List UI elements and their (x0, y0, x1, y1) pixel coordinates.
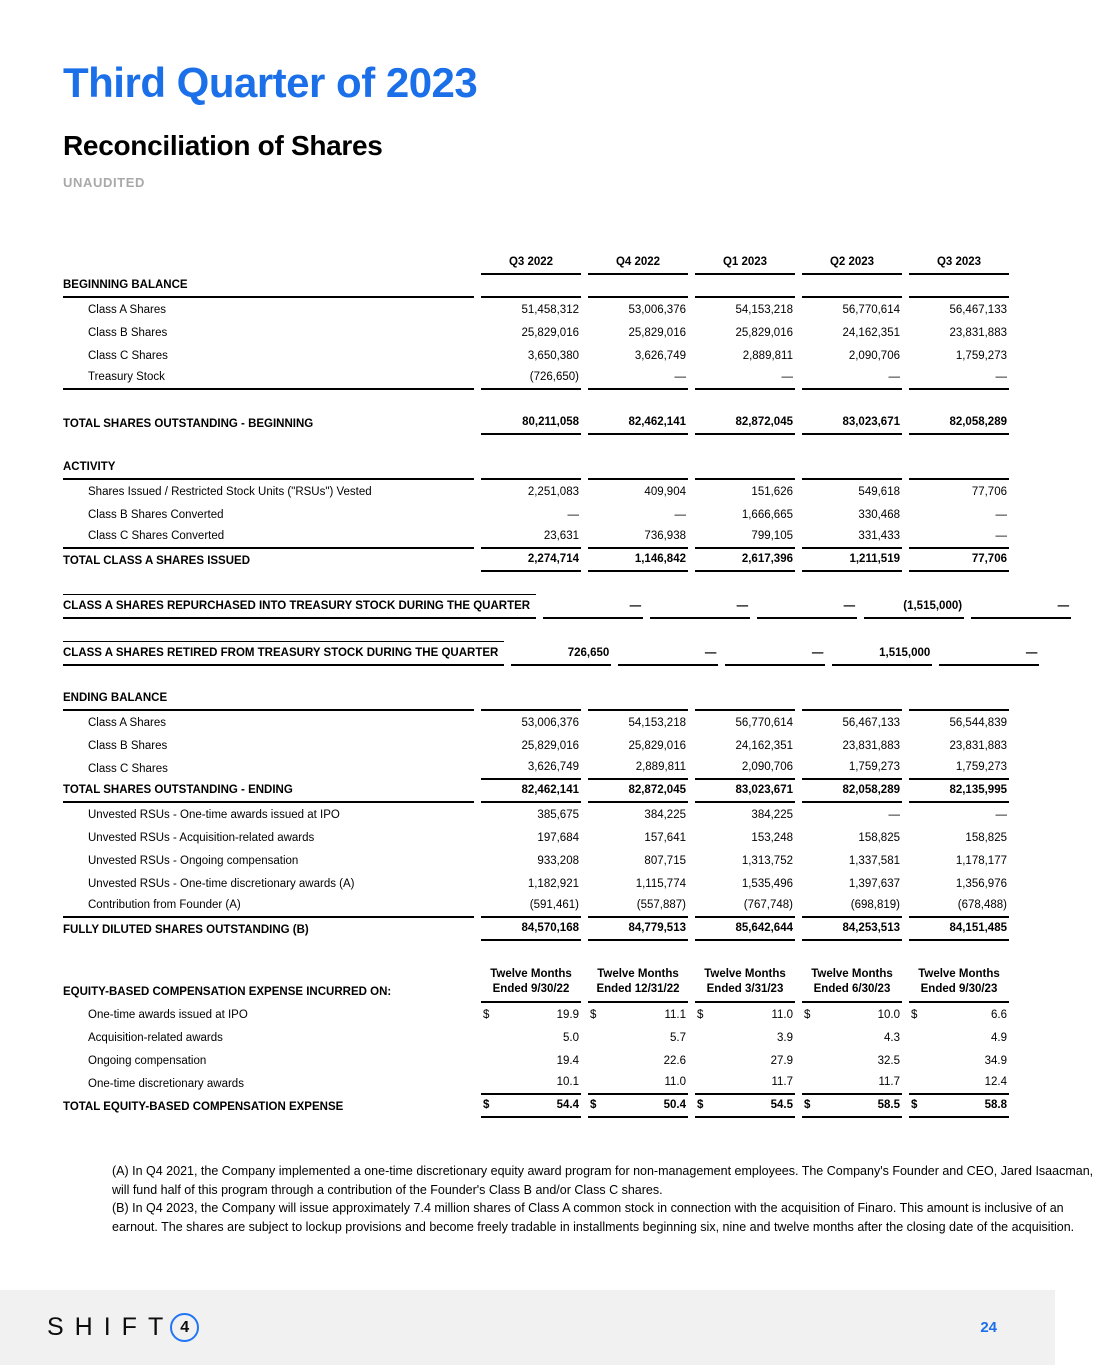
cell-value: 25,829,016 (628, 327, 686, 339)
cell-value: 1,182,921 (527, 878, 579, 890)
cell-value: 25,829,016 (521, 740, 579, 752)
cell-value: 1,115,774 (635, 878, 686, 890)
cell-value: 19.4 (556, 1055, 579, 1067)
comp-header-line1: Twelve Months (811, 968, 893, 980)
comp-header-line2: Ended 6/30/23 (813, 983, 891, 995)
cell-value: 34.9 (984, 1055, 1007, 1067)
cell-value (909, 705, 1009, 711)
cell-value: 1,535,496 (741, 878, 793, 890)
table-row (63, 503, 1009, 526)
cell-value: 2,617,396 (695, 552, 795, 572)
doc-header (0, 0, 1055, 190)
cell-number: 6.6 (991, 1009, 1007, 1021)
cell-value: 5.0 (563, 1032, 579, 1044)
cell-value: 56,770,614 (735, 717, 793, 729)
table-row (63, 321, 1009, 344)
cell-value (588, 292, 688, 298)
cell-value: 11.0 (588, 1075, 688, 1095)
table-row (63, 275, 1009, 298)
row-label: Class C Shares (88, 763, 168, 775)
cell-value: 331,433 (802, 529, 902, 549)
row-label: CLASS A SHARES REPURCHASED INTO TREASURY STOCK DURING THE QUARTER (63, 594, 536, 619)
cell-value: (698,819) (802, 898, 902, 918)
cell-value: 56,770,614 (842, 304, 900, 316)
cell-value (588, 474, 688, 480)
cell-value: — (567, 509, 579, 521)
dollar-sign: $ (804, 1009, 811, 1021)
cell-value: (1,515,000) (864, 599, 964, 619)
cell-value: 12.4 (909, 1075, 1009, 1095)
cell-number: 11.0 (771, 1009, 793, 1021)
cell-value: 23,631 (481, 529, 581, 549)
column-header: Q3 2023 (909, 255, 1009, 275)
cell-value: 2,889,811 (588, 760, 688, 780)
cell-value: 23,831,883 (842, 740, 900, 752)
page-footer (0, 1290, 1055, 1365)
cell-value: 82,462,141 (481, 783, 581, 803)
cell-value: 82,135,995 (909, 783, 1009, 803)
cell-value (695, 1098, 795, 1118)
table-row (63, 457, 1009, 480)
cell-value (481, 292, 581, 298)
cell-value: 158,825 (965, 832, 1007, 844)
cell-value: 53,006,376 (521, 717, 579, 729)
cell-value (909, 292, 1009, 298)
dollar-sign: $ (590, 1009, 597, 1021)
cell-value: 2,090,706 (848, 350, 900, 362)
cell-value: 25,829,016 (628, 740, 686, 752)
dollar-sign: $ (911, 1009, 918, 1021)
cell-value (481, 1008, 581, 1026)
row-label: Unvested RSUs - Ongoing compensation (88, 855, 299, 867)
table-row (63, 849, 1009, 872)
row-label: Unvested RSUs - One-time awards issued at IPO (88, 809, 340, 821)
table-row (63, 872, 1009, 895)
row-label: Acquisition-related awards (88, 1032, 223, 1044)
table-row (63, 1072, 1009, 1095)
cell-value: 85,642,644 (695, 921, 795, 941)
cell-value: — (757, 599, 857, 619)
cell-value: 549,618 (858, 486, 900, 498)
cell-value (695, 705, 795, 711)
footnote-a: (A) In Q4 2021, the Company implemented a one-time discretionary equity award program for non-management employees. The Company's Founder and CEO, Jared Isaacman, will fund half of this program through a contribution of the Founder's Class B and/or Class C shares. (112, 1164, 1094, 1197)
cell-value: 82,872,045 (588, 783, 688, 803)
cell-number: 58.5 (877, 1099, 900, 1111)
cell-value (695, 1008, 795, 1026)
table-row (63, 1095, 1009, 1118)
cell-value: 77,706 (909, 552, 1009, 572)
cell-value: — (909, 529, 1009, 549)
comp-column-header (695, 967, 795, 1003)
cell-value: 1,146,842 (588, 552, 688, 572)
cell-value: 56,467,133 (842, 717, 900, 729)
row-label: TOTAL SHARES OUTSTANDING - ENDING (63, 783, 474, 803)
shift4-logo-text: SHIFT (47, 1313, 175, 1341)
cell-value: 84,253,513 (802, 921, 902, 941)
comp-table-title: EQUITY-BASED COMPENSATION EXPENSE INCURRED ON: (63, 986, 392, 998)
cell-value (481, 474, 581, 480)
table-row (63, 412, 1009, 435)
cell-value: 82,462,141 (588, 415, 688, 435)
row-label: Treasury Stock (63, 370, 474, 390)
table-row (63, 711, 1009, 734)
row-label: Class B Shares (88, 327, 168, 339)
row-label: Class B Shares Converted (88, 509, 224, 521)
cell-value (909, 474, 1009, 480)
cell-value (909, 1098, 1009, 1118)
cell-value (588, 1098, 688, 1118)
row-label: CLASS A SHARES RETIRED FROM TREASURY STOCK DURING THE QUARTER (63, 641, 504, 666)
cell-value: 83,023,671 (802, 415, 902, 435)
cell-value: 77,706 (971, 486, 1007, 498)
column-header: Q3 2022 (481, 255, 581, 275)
table-row (63, 1003, 1009, 1026)
cell-value: 22.6 (663, 1055, 686, 1067)
cell-value: 23,831,883 (949, 740, 1007, 752)
cell-value: 56,544,839 (949, 717, 1007, 729)
cell-value: — (802, 370, 902, 390)
comp-header-line1: Twelve Months (490, 968, 572, 980)
table-row (63, 918, 1009, 941)
cell-value: — (725, 646, 825, 666)
cell-value: 153,248 (751, 832, 793, 844)
shares-reconciliation-table (63, 252, 1070, 941)
row-label: TOTAL EQUITY-BASED COMPENSATION EXPENSE (63, 1101, 344, 1113)
row-label: Class B Shares (88, 740, 168, 752)
cell-value: 3,626,749 (481, 760, 581, 780)
row-label: Class A Shares (88, 717, 166, 729)
cell-value: 2,889,811 (742, 350, 793, 362)
cell-value: 384,225 (644, 809, 686, 821)
column-header: Q2 2023 (802, 255, 902, 275)
cell-value: 1,759,273 (955, 350, 1007, 362)
cell-value: 82,058,289 (802, 783, 902, 803)
column-header: Q1 2023 (695, 255, 795, 275)
cell-value: 82,872,045 (695, 415, 795, 435)
cell-value: 27.9 (770, 1055, 793, 1067)
cell-value: 53,006,376 (628, 304, 686, 316)
comp-header-line2: Ended 9/30/22 (492, 983, 570, 995)
cell-value: 83,023,671 (695, 783, 795, 803)
row-label: TOTAL CLASS A SHARES ISSUED (63, 555, 251, 567)
cell-value: 1,337,581 (848, 855, 900, 867)
cell-value: 25,829,016 (735, 327, 793, 339)
row-label: Unvested RSUs - One-time discretionary awards (A) (88, 878, 355, 890)
cell-value: 5.7 (670, 1032, 686, 1044)
cell-value: 51,458,312 (521, 304, 579, 316)
row-label: Class A Shares (88, 304, 166, 316)
cell-value: 197,684 (537, 832, 579, 844)
cell-value (802, 1008, 902, 1026)
page-title: Third Quarter of 2023 (63, 59, 478, 106)
cell-value: 54,153,218 (735, 304, 793, 316)
cell-value: 25,829,016 (521, 327, 579, 339)
footnotes (112, 1162, 1100, 1236)
cell-value: 1,515,000 (832, 646, 932, 666)
cell-value (588, 705, 688, 711)
table-row (63, 480, 1009, 503)
cell-value: — (695, 370, 795, 390)
cell-number: 50.4 (663, 1099, 686, 1111)
dollar-sign: $ (911, 1099, 918, 1111)
cell-value: — (995, 809, 1007, 821)
cell-value: 799,105 (695, 529, 795, 549)
comp-column-header (802, 967, 902, 1003)
cell-value: 409,904 (644, 486, 686, 498)
unaudited-label: UNAUDITED (63, 175, 145, 190)
cell-value: 4.3 (884, 1032, 900, 1044)
cell-value (802, 292, 902, 298)
cell-value: 384,225 (751, 809, 793, 821)
dollar-sign: $ (590, 1099, 597, 1111)
dollar-sign: $ (483, 1009, 490, 1021)
cell-value (695, 292, 795, 298)
page-number: 24 (980, 1319, 997, 1336)
cell-value: 1,356,976 (955, 878, 1007, 890)
cell-value: 385,675 (537, 809, 579, 821)
equity-compensation-table (63, 967, 1009, 1118)
cell-value: 3.9 (777, 1032, 793, 1044)
cell-value: 1,178,177 (955, 855, 1007, 867)
cell-value: 330,468 (858, 509, 900, 521)
cell-value (909, 1008, 1009, 1026)
row-label: Ongoing compensation (88, 1055, 207, 1067)
row-label: BEGINNING BALANCE (63, 278, 474, 298)
cell-value: 2,274,714 (481, 552, 581, 572)
row-label: One-time discretionary awards (88, 1078, 244, 1090)
table-row (63, 803, 1009, 826)
table-row (63, 826, 1009, 849)
column-header: Q4 2022 (588, 255, 688, 275)
cell-value: 24,162,351 (735, 740, 793, 752)
row-label: One-time awards issued at IPO (88, 1009, 248, 1021)
cell-value: 4.9 (991, 1032, 1007, 1044)
cell-value: 11.7 (695, 1075, 795, 1095)
cell-value: — (543, 599, 643, 619)
cell-value (481, 705, 581, 711)
cell-value: 157,641 (644, 832, 686, 844)
cell-value: 84,570,168 (481, 921, 581, 941)
row-label: Contribution from Founder (A) (63, 898, 474, 918)
cell-value: 11.7 (802, 1075, 902, 1095)
comp-header-line1: Twelve Months (704, 968, 786, 980)
cell-value: — (674, 509, 686, 521)
column-header-row (63, 252, 1009, 275)
footnote-b: (B) In Q4 2023, the Company will issue approximately 7.4 million shares of Class A common stock in connection with the acquisition of Finaro. This amount is inclusive of an earnout. The shares are subject to lockup provisions and become freely tradable in installments beginning six, nine and twelve months after the closing date of the acquisition. (112, 1201, 1075, 1234)
cell-value: 84,779,513 (588, 921, 688, 941)
row-label: Class C Shares (88, 350, 168, 362)
comp-header-line1: Twelve Months (597, 968, 679, 980)
comp-column-header (481, 967, 581, 1003)
cell-value: 726,650 (511, 646, 611, 666)
cell-value (481, 1098, 581, 1118)
comp-header-line2: Ended 9/30/23 (920, 983, 998, 995)
comp-column-header (909, 967, 1009, 1003)
comp-header-row (63, 967, 1009, 1003)
cell-value: — (650, 599, 750, 619)
cell-value (802, 705, 902, 711)
cell-value: 158,825 (858, 832, 900, 844)
row-label: FULLY DILUTED SHARES OUTSTANDING (B) (63, 924, 309, 936)
cell-value (802, 1098, 902, 1118)
cell-value (802, 474, 902, 480)
table-row (63, 757, 1009, 780)
cell-value: 1,759,273 (909, 760, 1009, 780)
cell-value: 736,938 (588, 529, 688, 549)
table-row (63, 895, 1009, 918)
cell-value: 23,831,883 (949, 327, 1007, 339)
table-row (63, 780, 1009, 803)
table-row (63, 344, 1009, 367)
cell-value: 82,058,289 (909, 415, 1009, 435)
cell-value: — (888, 809, 900, 821)
cell-value: — (618, 646, 718, 666)
cell-value: 3,626,749 (634, 350, 686, 362)
cell-value: 933,208 (537, 855, 579, 867)
cell-value: — (588, 370, 688, 390)
cell-value: (678,488) (909, 898, 1009, 918)
cell-number: 54.4 (556, 1099, 579, 1111)
dollar-sign: $ (483, 1099, 490, 1111)
table-row (63, 641, 1038, 666)
cell-value: — (995, 509, 1007, 521)
table-row (63, 1049, 1009, 1072)
column-header-spacer (63, 271, 474, 275)
comp-header-line2: Ended 3/31/23 (706, 983, 784, 995)
cell-value: 2,251,083 (527, 486, 579, 498)
cell-value: 2,090,706 (695, 760, 795, 780)
table-row (63, 1026, 1009, 1049)
cell-value (695, 474, 795, 480)
row-label: ENDING BALANCE (63, 691, 474, 711)
table-row (63, 734, 1009, 757)
cell-value: (726,650) (481, 370, 581, 390)
row-label: Unvested RSUs - Acquisition-related awards (88, 832, 315, 844)
dollar-sign: $ (804, 1099, 811, 1111)
row-label: Class C Shares Converted (63, 529, 474, 549)
table-row (63, 367, 1009, 390)
row-label: Shares Issued / Restricted Stock Units ("RSUs") Vested (88, 486, 372, 498)
cell-value: 807,715 (644, 855, 686, 867)
cell-value: 1,666,665 (741, 509, 793, 521)
cell-number: 11.1 (664, 1009, 686, 1021)
cell-value: 1,759,273 (802, 760, 902, 780)
row-label: TOTAL SHARES OUTSTANDING - BEGINNING (63, 418, 314, 430)
cell-value: 80,211,058 (481, 415, 581, 435)
row-label: ACTIVITY (63, 460, 474, 480)
cell-value (588, 1008, 688, 1026)
table-row (63, 549, 1009, 572)
comp-column-header (588, 967, 688, 1003)
shift4-logo (47, 1313, 199, 1342)
cell-value: — (971, 599, 1071, 619)
table-row (63, 298, 1009, 321)
cell-value: 1,313,752 (741, 855, 793, 867)
content-area (63, 252, 1094, 1236)
cell-value: (557,887) (588, 898, 688, 918)
cell-number: 19.9 (556, 1009, 579, 1021)
cell-value: (767,748) (695, 898, 795, 918)
dollar-sign: $ (697, 1099, 704, 1111)
dollar-sign: $ (697, 1009, 704, 1021)
cell-value: 10.1 (481, 1075, 581, 1095)
cell-value: 56,467,133 (949, 304, 1007, 316)
cell-value: 84,151,485 (909, 921, 1009, 941)
cell-number: 54.5 (770, 1099, 793, 1111)
cell-value: — (909, 370, 1009, 390)
cell-value: — (939, 646, 1039, 666)
table-row (63, 526, 1009, 549)
cell-number: 58.8 (984, 1099, 1007, 1111)
cell-value: 24,162,351 (842, 327, 900, 339)
comp-header-line1: Twelve Months (918, 968, 1000, 980)
cell-value: (591,461) (481, 898, 581, 918)
cell-value: 151,626 (751, 486, 793, 498)
cell-number: 10.0 (877, 1009, 900, 1021)
page-subtitle: Reconciliation of Shares (63, 130, 383, 161)
comp-header-line2: Ended 12/31/22 (596, 983, 680, 995)
cell-value: 32.5 (877, 1055, 900, 1067)
table-row (63, 594, 1070, 619)
table-row (63, 688, 1009, 711)
shift4-logo-circle-4: 4 (170, 1313, 199, 1342)
cell-value: 1,397,637 (848, 878, 900, 890)
cell-value: 1,211,519 (802, 552, 902, 572)
cell-value: 3,650,380 (527, 350, 579, 362)
cell-value: 54,153,218 (628, 717, 686, 729)
